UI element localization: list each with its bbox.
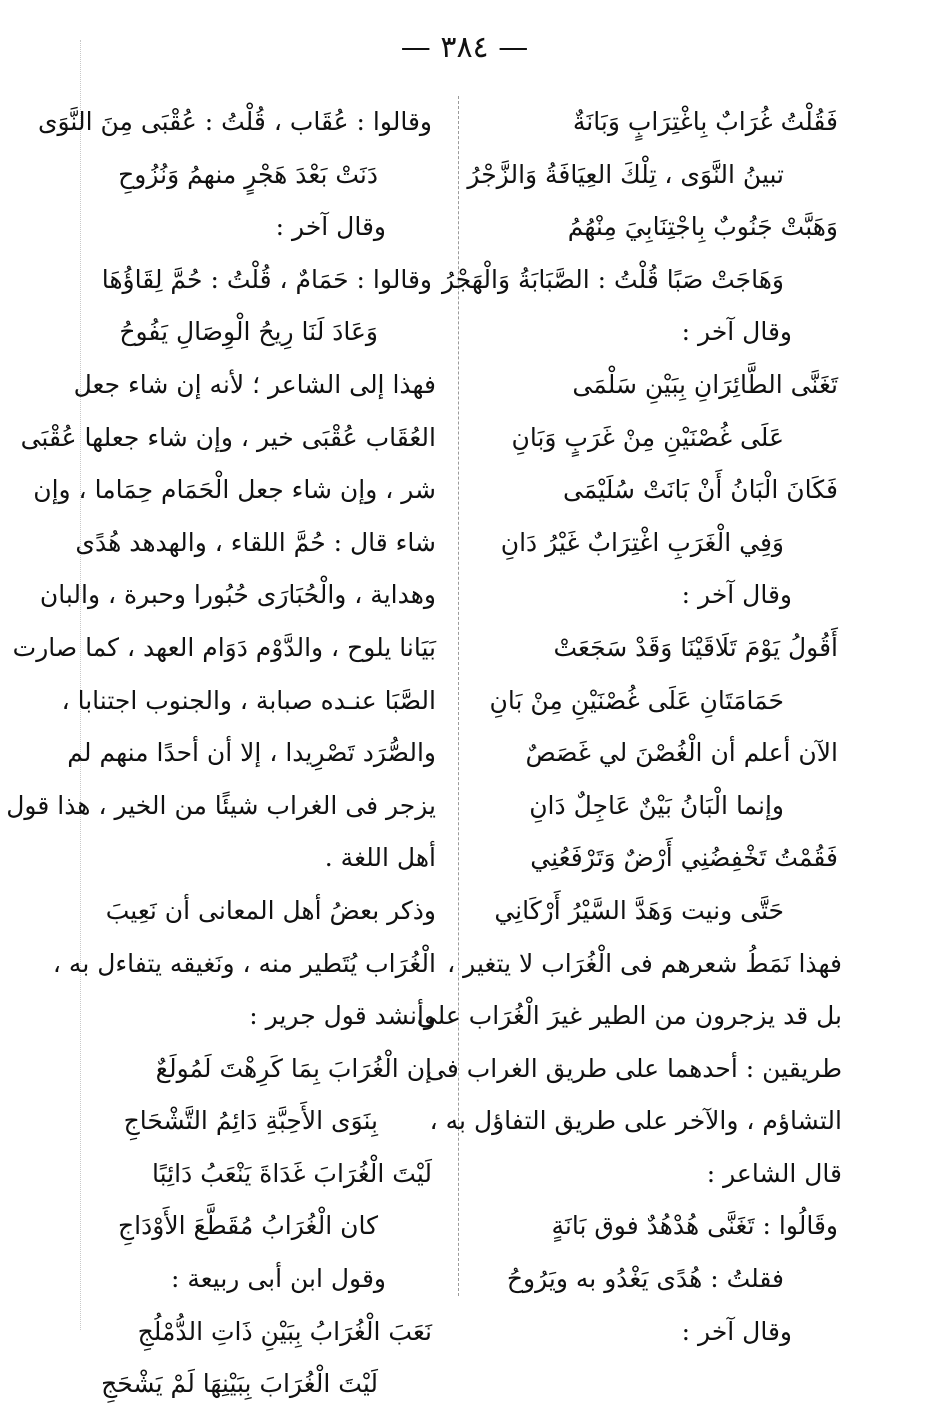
verse-line: لَيْتَ الْغُرَابَ بِبَيْنِهَا لَمْ يَشْحَجِ: [101, 1369, 378, 1399]
verse-line: عَلَى غُصْنَيْنِ مِنْ غَرَبٍ وَبَانِ: [511, 422, 784, 452]
prose-line: بَيَانا يلوح ، والدَّوْم دَوَام العهد ، كما صارت: [12, 632, 436, 662]
section-heading: وقال آخر :: [681, 317, 792, 347]
prose-line: شر ، وإن شاء جعل الْحَمَام حِمَاما ، وإن: [33, 475, 436, 505]
verse-line: نَعَبَ الْغُرَابُ بِبَيْنِ ذَاتِ الدُّمْلُجِ: [137, 1316, 432, 1346]
prose-line: وذكر بعضُ أهل المعانى أن نَعِيبَ: [105, 895, 436, 925]
verse-line: فقلتُ : هُدًى يَغْدُو به ويَرُوحُ: [506, 1264, 784, 1294]
section-heading: وقال آخر :: [681, 580, 792, 610]
prose-line: العُقَاب عُقْبَى خير ، وإن شاء جعلها عُقْبَى: [20, 422, 436, 452]
verse-line: حَتَّى ونيت وَهَدَّ السَّيْرُ أَرْكَانِي: [494, 895, 784, 925]
verse-line: وَعَادَ لَنَا رِيحُ الْوِصَالِ يَفُوحُ: [119, 317, 378, 347]
prose-line: وأنشد قول جرير :: [249, 1001, 436, 1031]
prose-line: وهداية ، والْحُبَارَى حُبُورا وحبرة ، والبان: [39, 580, 436, 610]
page-number: — ٣٨٤ —: [400, 30, 529, 65]
prose-line: يزجر فى الغراب شيئًا من الخير ، هذا قول: [6, 790, 436, 820]
verse-line: حَمَامَتَانِ عَلَى غُصْنَيْنِ مِنْ بَانِ: [489, 685, 784, 715]
verse-line: الآن أعلم أن الْغُصْنَ لي غَصَصٌ: [525, 738, 838, 768]
verse-line: إن الْغُرَابَ بِمَا كَرِهْتَ لَمُولَعٌ: [155, 1053, 432, 1083]
section-heading: وقال آخر :: [681, 1316, 792, 1346]
verse-line: فَكَانَ الْبَانُ أَنْ بَانَتْ سُلَيْمَى: [562, 475, 838, 505]
section-heading: وقال آخر :: [275, 212, 386, 242]
prose-line: فهذا إلى الشاعر ؛ لأنه إن شاء جعل: [73, 369, 436, 399]
verse-line: وقالوا : حَمَامٌ ، قُلْتُ : حُمَّ لِقَاؤُهَا: [101, 264, 432, 294]
verse-line: كان الْغُرَابُ مُقَطَّعَ الأَوْدَاجِ: [118, 1211, 378, 1241]
prose-line: الصَّبَا عنـده صبابة ، والجنوب اجتنابا ،: [61, 685, 436, 715]
prose-line: بل قد يزجرون من الطير غيرَ الْغُرَاب على: [416, 1001, 842, 1031]
verse-line: أَقُولُ يَوْمَ تَلَاقَيْنَا وَقَدْ سَجَعَتْ: [553, 632, 838, 662]
verse-line: بِنَوَى الأَحِبَّةِ دَائِمُ التَّشْحَاجِ: [123, 1106, 378, 1136]
prose-line: فهذا نَمَطُ شعرهم فى الْغُرَاب لا يتغير ،: [447, 948, 842, 978]
prose-line: الْغُرَاب يُتَطير منه ، ونَغيقه يتفاءل به ،: [52, 948, 436, 978]
verse-line: فَقُمْتُ تَخْفِضُنِي أَرْضٌ وَتَرْفَعُنِي: [530, 843, 838, 873]
verse-line: وَهَبَّتْ جَنُوبٌ بِاجْتِنَابِيَ مِنْهُمُ: [567, 212, 838, 242]
verse-line: لَيْتَ الْغُرَابَ غَدَاةَ يَنْعَبُ دَائِبًا: [152, 1158, 432, 1188]
verse-line: وَهَاجَتْ صَبًا قُلْتُ : الصَّبَابَةُ وَالْهَجْرُ: [441, 264, 784, 294]
verse-line: وإنما الْبَانُ بَيْنٌ عَاجِلٌ دَانِ: [529, 790, 784, 820]
section-heading: وقول ابن أبى ربيعة :: [170, 1264, 386, 1294]
verse-line: فَقُلْتُ غُرَابٌ بِاغْتِرَابٍ وَبَانَةٌ: [572, 107, 838, 136]
prose-line: طريقين : أحدهما على طريق الغراب فى: [426, 1053, 842, 1083]
verse-line: دَنَتْ بَعْدَ هَجْرٍ منهمُ وَنُزُوحِ: [118, 159, 378, 189]
prose-line: شاء قال : حُمَّ اللقاء ، والهدهد هُدًى: [75, 527, 436, 557]
right-column: [416, 96, 842, 1358]
left-column: [6, 96, 436, 1411]
prose-line: التشاؤم ، والآخر على طريق التفاؤل به ،: [429, 1106, 842, 1136]
verse-line: تبينُ النَّوَى ، تِلْكَ العِيَافَةُ وَالزَّجْرُ: [467, 159, 784, 189]
verse-line: وَفِي الْغَرَبِ اغْتِرَابٌ غَيْرُ دَانِ: [500, 527, 784, 557]
section-heading: قال الشاعر :: [706, 1158, 842, 1188]
prose-line: أهل اللغة .: [324, 843, 436, 873]
verse-line: وقَالُوا : تَغَنَّى هُدْهُدٌ فوق بَانَةٍ: [551, 1211, 838, 1241]
verse-line: تَغَنَّى الطَّائِرَانِ بِبَيْنِ سَلْمَى: [572, 369, 838, 399]
verse-line: وقالوا : عُقَاب ، قُلْتُ : عُقْبَى مِنَ النَّوَى: [37, 107, 432, 136]
prose-line: والصُّرَد تَصْرِيدا ، إلا أن أحدًا منهم لم: [67, 738, 436, 768]
